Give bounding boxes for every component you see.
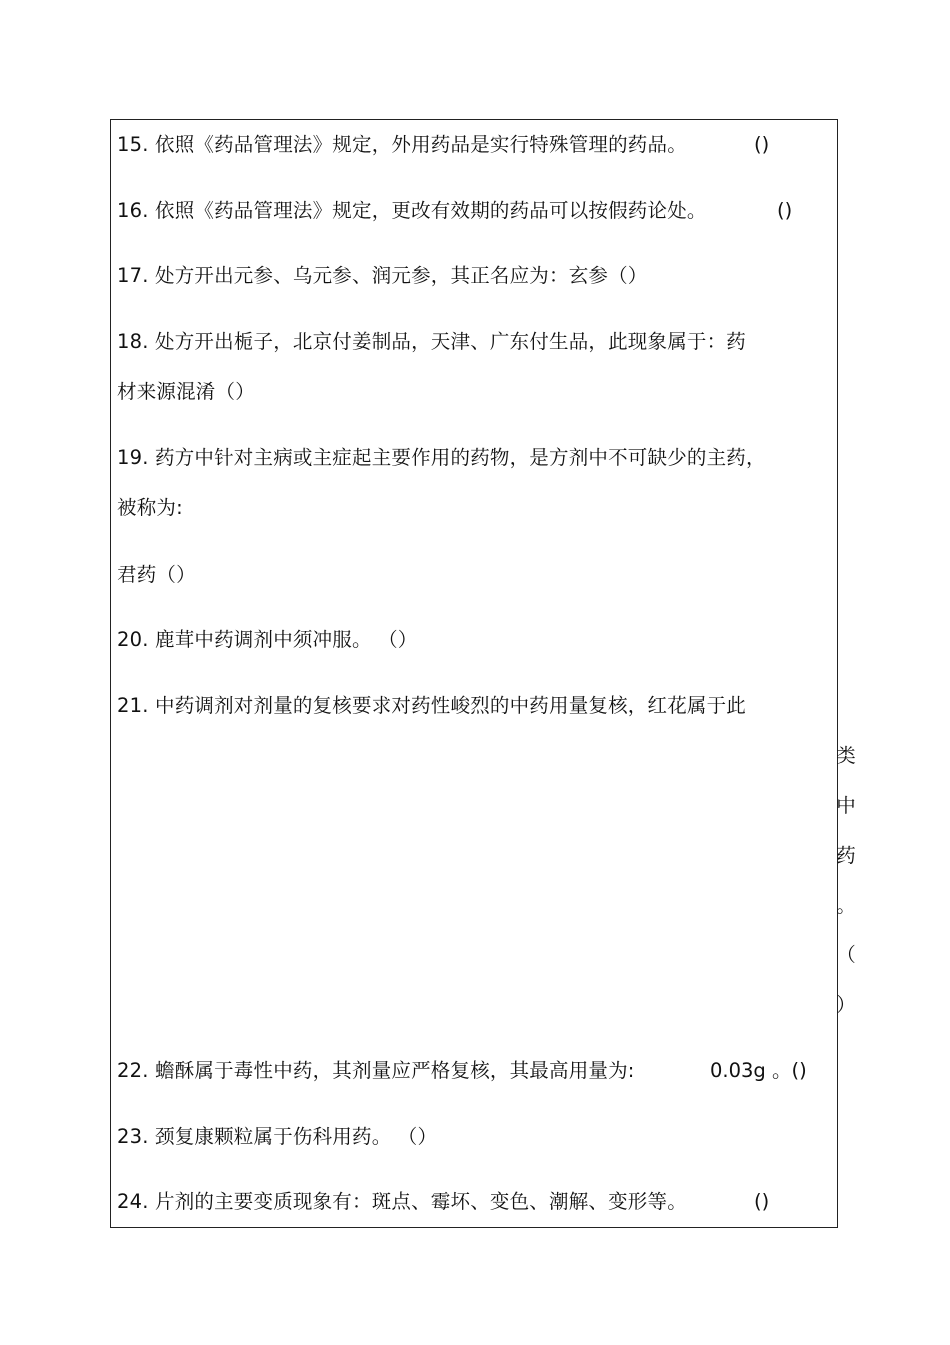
question-18-line-1: 18. 处方开出栀子，北京付姜制品，天津、广东付生品，此现象属于：药: [117, 330, 747, 353]
answer-blank-24: (): [754, 1190, 770, 1213]
question-21-vertical-char: （: [836, 943, 856, 966]
question-18-line-2: 材来源混淆（）: [117, 380, 255, 403]
question-21-vertical-char: 药: [836, 844, 856, 867]
question-22-dose-value: 0.03g 。(): [710, 1059, 807, 1082]
question-23: 23. 颈复康颗粒属于伤科用药。 （）: [117, 1125, 438, 1148]
question-22: 22. 蟾酥属于毒性中药，其剂量应严格复核，其最高用量为:: [117, 1059, 635, 1082]
question-15: 15. 依照《药品管理法》规定，外用药品是实行特殊管理的药品。: [117, 133, 687, 156]
question-17: 17. 处方开出元参、乌元参、润元参，其正名应为：玄参（）: [117, 264, 648, 287]
question-16: 16. 依照《药品管理法》规定，更改有效期的药品可以按假药论处。: [117, 199, 707, 222]
question-19-line-2: 被称为:: [117, 496, 183, 519]
question-20: 20. 鹿茸中药调剂中须冲服。 （）: [117, 628, 418, 651]
question-21-vertical-char: 类: [836, 744, 856, 767]
answer-blank-16: (): [777, 199, 793, 222]
question-21-vertical-char: ）: [836, 993, 856, 1016]
question-19-line-1: 19. 药方中针对主病或主症起主要作用的药物，是方剂中不可缺少的主药，: [117, 446, 766, 469]
question-21-vertical-char: 中: [836, 794, 856, 817]
question-21: 21. 中药调剂对剂量的复核要求对药性峻烈的中药用量复核，红花属于此: [117, 694, 747, 717]
question-24: 24. 片剂的主要变质现象有：斑点、霉坏、变色、潮解、变形等。: [117, 1190, 687, 1213]
answer-blank-15: (): [754, 133, 770, 156]
question-21-vertical-char: 。: [836, 894, 856, 917]
question-19-line-3: 君药（）: [117, 563, 196, 586]
